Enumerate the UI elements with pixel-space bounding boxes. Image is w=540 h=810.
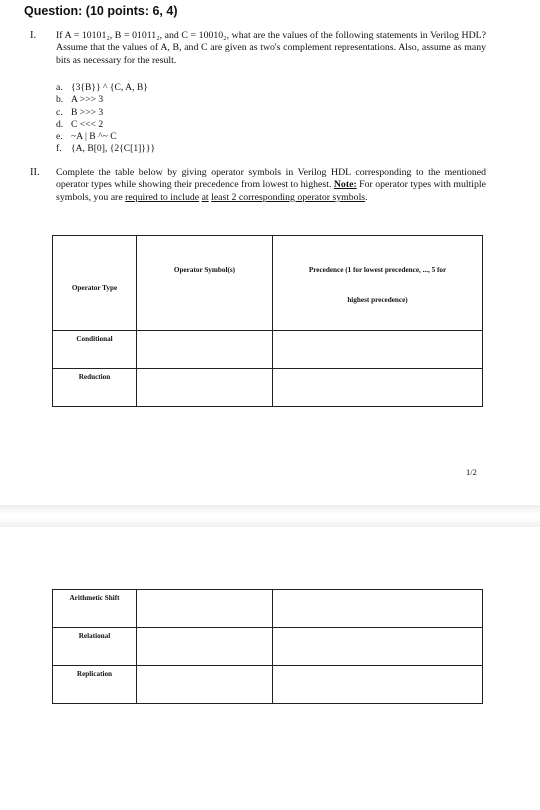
operator-type-cell: Relational [53, 628, 137, 666]
symbols-input-cell[interactable] [137, 628, 273, 666]
header-operator-type: Operator Type [53, 236, 137, 331]
least-text: least 2 corresponding operator symbols [211, 191, 366, 203]
item-expression: A >>> 3 [71, 94, 104, 106]
table-row [53, 666, 483, 704]
symbols-input-cell[interactable] [137, 590, 273, 628]
table-row [53, 331, 483, 369]
precedence-input-cell[interactable] [273, 628, 483, 666]
table-row [53, 369, 483, 407]
required-text: required to include [125, 191, 200, 203]
question-1-number: I. [30, 30, 37, 41]
operator-type-cell: Reduction [53, 369, 137, 407]
operator-type-cell: Conditional [53, 331, 137, 369]
q2-text-mid: For operator types with multiple symbols, you are [56, 179, 486, 203]
item-expression: C <<< 2 [71, 118, 104, 130]
operator-table-page-2 [52, 589, 483, 704]
question-2-text [56, 167, 486, 204]
list-item [56, 107, 155, 119]
operator-type-cell: Replication [53, 666, 137, 704]
list-item [56, 119, 155, 131]
symbols-input-cell[interactable] [137, 369, 273, 407]
item-label: c. [56, 106, 63, 118]
item-expression: {A, B[0], {2{C[1]}}} [71, 143, 156, 155]
header-precedence: Precedence (1 for lowest precedence, ..., 5 for highest precedence) [273, 236, 483, 331]
item-label: a. [56, 82, 63, 93]
list-item [56, 143, 155, 155]
item-label: f. [56, 143, 62, 155]
operator-type-cell: Arithmetic Shift [53, 590, 137, 628]
q2-text-end: . [365, 191, 368, 203]
item-expression: ~A | B ^~ C [71, 131, 117, 143]
list-item [56, 82, 155, 94]
page-separator [0, 505, 540, 527]
item-label: e. [56, 131, 63, 143]
symbols-input-cell[interactable] [137, 331, 273, 369]
header-operator-symbols: Operator Symbol(s) [137, 236, 273, 331]
table-header-row [53, 236, 483, 331]
page-number: 1/2 [466, 467, 477, 477]
list-item [56, 94, 155, 106]
item-label: b. [56, 94, 64, 106]
question-1-text: If A = 10101₂, B = 01011₂, and C = 10010₂, what are the values of the following statements in Verilog HDL? Assume that the values of A, B, and C are given as two's complement representations. Also, assume as many bits as necessary for the result. [56, 30, 486, 66]
symbols-input-cell[interactable] [137, 666, 273, 704]
at-text: at [201, 191, 209, 203]
operator-table-page-1 [52, 235, 483, 407]
precedence-input-cell[interactable] [273, 590, 483, 628]
precedence-input-cell[interactable] [273, 666, 483, 704]
note-label: Note: [333, 179, 357, 191]
precedence-input-cell[interactable] [273, 369, 483, 407]
item-expression: {3{B}} ^ {C, A, B} [71, 82, 148, 93]
q2-text-start: Complete the table below by giving operator symbols in Verilog HDL corresponding to the mentioned operator types while showing their precedence from lowest to highest. [56, 167, 486, 191]
expression-list [56, 82, 155, 156]
precedence-input-cell[interactable] [273, 331, 483, 369]
table-row [53, 590, 483, 628]
list-item [56, 131, 155, 143]
item-expression: B >>> 3 [71, 106, 104, 118]
item-label: d. [56, 118, 64, 130]
question-header: Question: (10 points: 6, 4) [24, 4, 178, 18]
table-row [53, 628, 483, 666]
question-2-number: II. [30, 167, 40, 178]
